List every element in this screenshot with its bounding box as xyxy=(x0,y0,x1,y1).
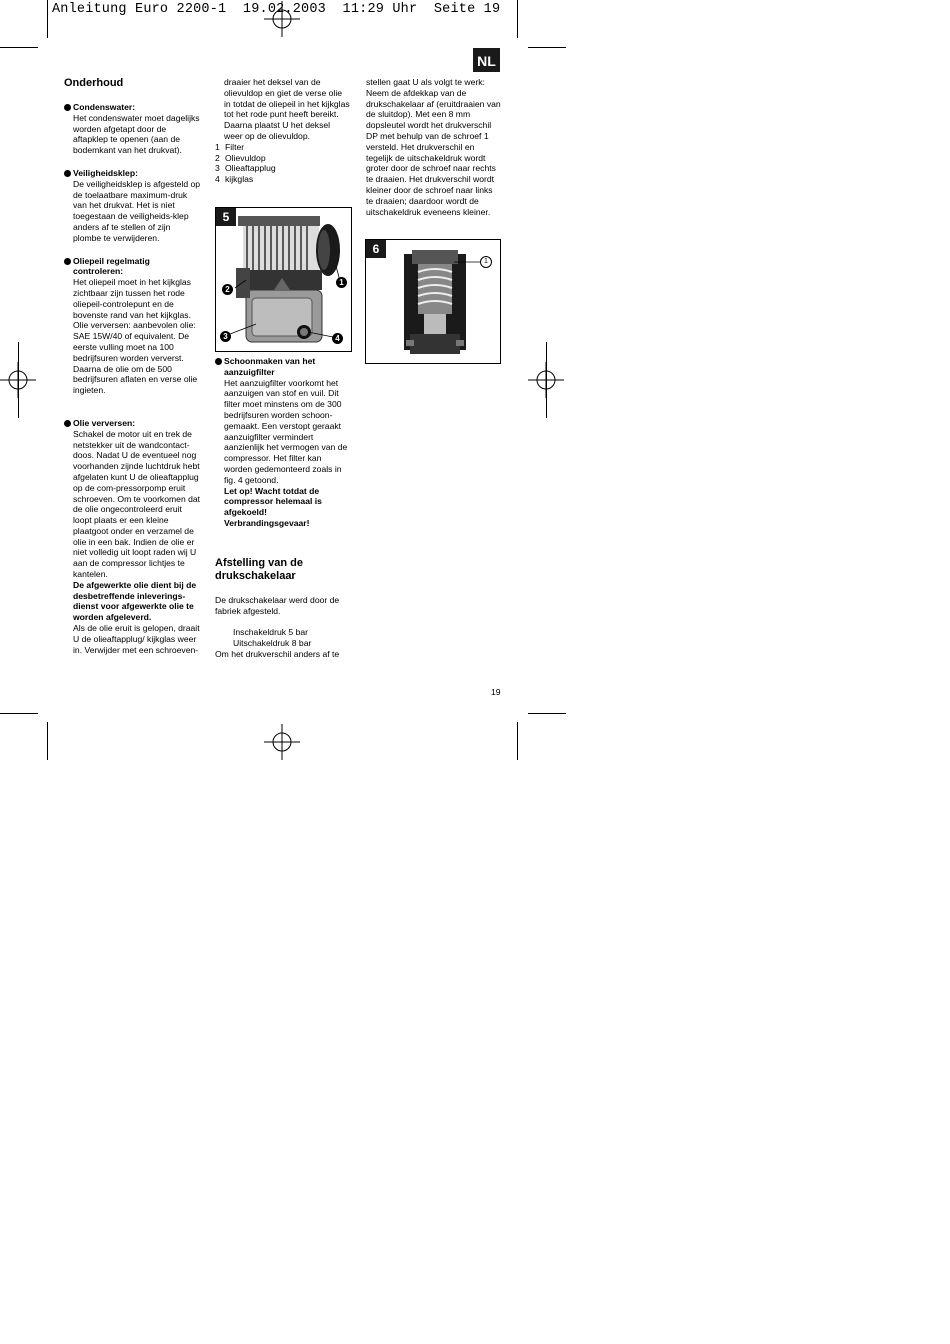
parts-list xyxy=(215,142,351,185)
list-item xyxy=(215,153,351,164)
bullet-text: De veiligheidsklep is afgesteld op de toelaatbare maximum-druk van het drukvat. Het is niet toegestaan de veiligheids-klep anders af te stellen of zijn plombe te verwijderen. xyxy=(73,178,201,243)
compressor-pump-illustration xyxy=(216,208,351,351)
bullet-title: Veiligheidsklep: xyxy=(73,167,138,178)
crop-mark xyxy=(0,47,38,48)
crop-mark xyxy=(546,342,547,418)
bullet-warning: De afgewerkte olie dient bij de desbetreffende inleverings-dienst voor afgewerkte olie te worden afgeleverd. xyxy=(73,579,197,623)
bullet-warning: Let op! Wacht totdat de compressor helemaal is afgekoeld! Verbrandingsgevaar! xyxy=(224,485,322,528)
registration-mark-bottom xyxy=(264,724,300,760)
bullet-dot xyxy=(64,420,71,427)
column-3 xyxy=(366,77,502,217)
bullet-olie-verversen xyxy=(64,418,201,656)
list-number: 1 xyxy=(215,141,220,152)
crop-mark xyxy=(517,722,518,760)
crop-mark xyxy=(0,713,38,714)
bullet-title: Schoonmaken van het aanzuigfilter xyxy=(224,356,316,377)
list-label: Olievuldop xyxy=(225,152,266,163)
column-2-bottom xyxy=(215,356,351,660)
figure-number: 5 xyxy=(216,208,236,226)
bullet-aanzuigfilter xyxy=(215,356,351,529)
bullet-text: Het condenswater moet dagelijks worden afgetapt door de aftapklep te openen (aan de bodemkant van het drukvat). xyxy=(73,112,200,156)
figure-5 xyxy=(215,207,352,352)
list-label: kijkglas xyxy=(225,174,254,185)
bullet-text: Het aanzuigfilter voorkomt het aanzuigen van stof en vuil. Dit filter moet minstens om de 300 bedrijfsuren worden schoon-gemaakt. Een verstopt geraakt aanzuigfilter vermindert aanzienlijk het vermogen van de compressor. Het filter kan worden gedemonteerd zoals in fig. 4 getoond. xyxy=(224,377,348,485)
paragraph: De drukschakelaar werd door de fabriek afgesteld. xyxy=(215,594,340,616)
list-number: 3 xyxy=(215,163,220,174)
list-number: 2 xyxy=(215,152,220,163)
language-tab: NL xyxy=(473,48,500,72)
figure-6 xyxy=(365,239,501,364)
page-number: 19 xyxy=(491,687,501,697)
bullet-title: Condenswater: xyxy=(73,102,136,112)
callout-4: 4 xyxy=(332,333,343,344)
paragraph: Om het drukverschil anders af te xyxy=(215,648,340,659)
bullet-dot xyxy=(64,104,71,111)
bullet-condenswater xyxy=(64,102,201,156)
list-item xyxy=(215,142,351,153)
paragraph: stellen gaat U als volgt te werk: Neem de afdekkap van de drukschakelaar af (eruitdraaien van de sluitdop). Met een 8 mm dopsleutel wordt het drukverschil DP met behulp van de schroef 1 versteld. Het drukverschil en tegelijk de uitschakeldruk wordt groter door de schroef naar rechts te draaien. Het drukverschil wordt kleiner door de schroef naar links te draaien; daardoor wordt de uitschakeldruk eveneens kleiner. xyxy=(366,77,501,217)
column-1 xyxy=(64,77,201,655)
crop-mark xyxy=(528,47,566,48)
bullet-dot xyxy=(64,170,71,177)
crop-mark xyxy=(528,713,566,714)
pressure-off: Uitschakeldruk 8 bar xyxy=(233,638,312,649)
bullet-text: Het oliepeil moet in het kijkglas zichtbaar zijn tussen het rode oliepeil-controlepunt en de bovenste rand van het kijkglas. Olie verversen: aanbevolen olie: SAE 15W/40 of equivalent. De eerste vulling moet na 100 bedrijfsuren worden ververst. Daarna de olie om de 500 bedrijfsuren aflaten en verse olie ingieten. xyxy=(73,277,198,396)
bullet-text: Als de olie eruit is gelopen, draait U de olieaftapplug/ kijkglas weer in. Verwijder met een schroeven- xyxy=(73,623,200,655)
crop-mark xyxy=(47,722,48,760)
list-item xyxy=(215,174,351,185)
list-label: Olieaftapplug xyxy=(225,163,276,174)
list-number: 4 xyxy=(215,174,220,185)
crop-mark xyxy=(47,0,48,38)
bullet-dot xyxy=(64,258,71,265)
registration-mark-top xyxy=(264,1,300,37)
callout-3: 3 xyxy=(220,331,231,342)
figure-number: 6 xyxy=(366,240,386,258)
bullet-title: Oliepeil regelmatig controleren: xyxy=(73,255,150,277)
list-item xyxy=(215,163,351,174)
slug-line: Anleitung Euro 2200-1 19.02.2003 11:29 Uhr Seite 19 xyxy=(52,2,501,17)
callout-2: 2 xyxy=(222,284,233,295)
bullet-veiligheidsklep xyxy=(64,168,201,244)
callout-1: 1 xyxy=(336,277,347,288)
bullet-text: Schakel de motor uit en trek de netstekker uit de wandcontact-doos. Nadat U de eventueel nog voorhanden zijnde luchtdruk hebt afgelaten kunt U de olieaftapplug op de com-pressorpomp eruit schroeven. Om te voorkomen dat de olie ongecontroleerd eruit loopt plaats er een kleine plaatgoot onder en verzamel de olie in een bak. Indien de olie er niet volledig uit loopt raden wij U aan de compressor lichtjes te kantelen. xyxy=(73,428,201,580)
bullet-dot xyxy=(215,358,222,365)
paragraph: draaier het deksel van de olievuldop en giet de verse olie in totdat de oliepeil in het kijkglas tot het rode punt heeft bereikt. Daarna plaatst U het deksel weer op de olievuldop. xyxy=(224,77,350,141)
crop-mark xyxy=(517,0,518,38)
list-label: Filter xyxy=(225,141,245,152)
section-heading-onderhoud: Onderhoud xyxy=(64,77,124,89)
column-2-top xyxy=(215,77,351,185)
section-heading-afstelling: Afstelling van de drukschakelaar xyxy=(215,556,304,582)
crop-mark xyxy=(18,342,19,418)
bullet-title: Olie verversen: xyxy=(73,417,136,428)
bullet-oliepeil xyxy=(64,256,201,396)
callout-1: 1 xyxy=(480,256,492,268)
pressure-on: Inschakeldruk 5 bar xyxy=(233,627,308,638)
